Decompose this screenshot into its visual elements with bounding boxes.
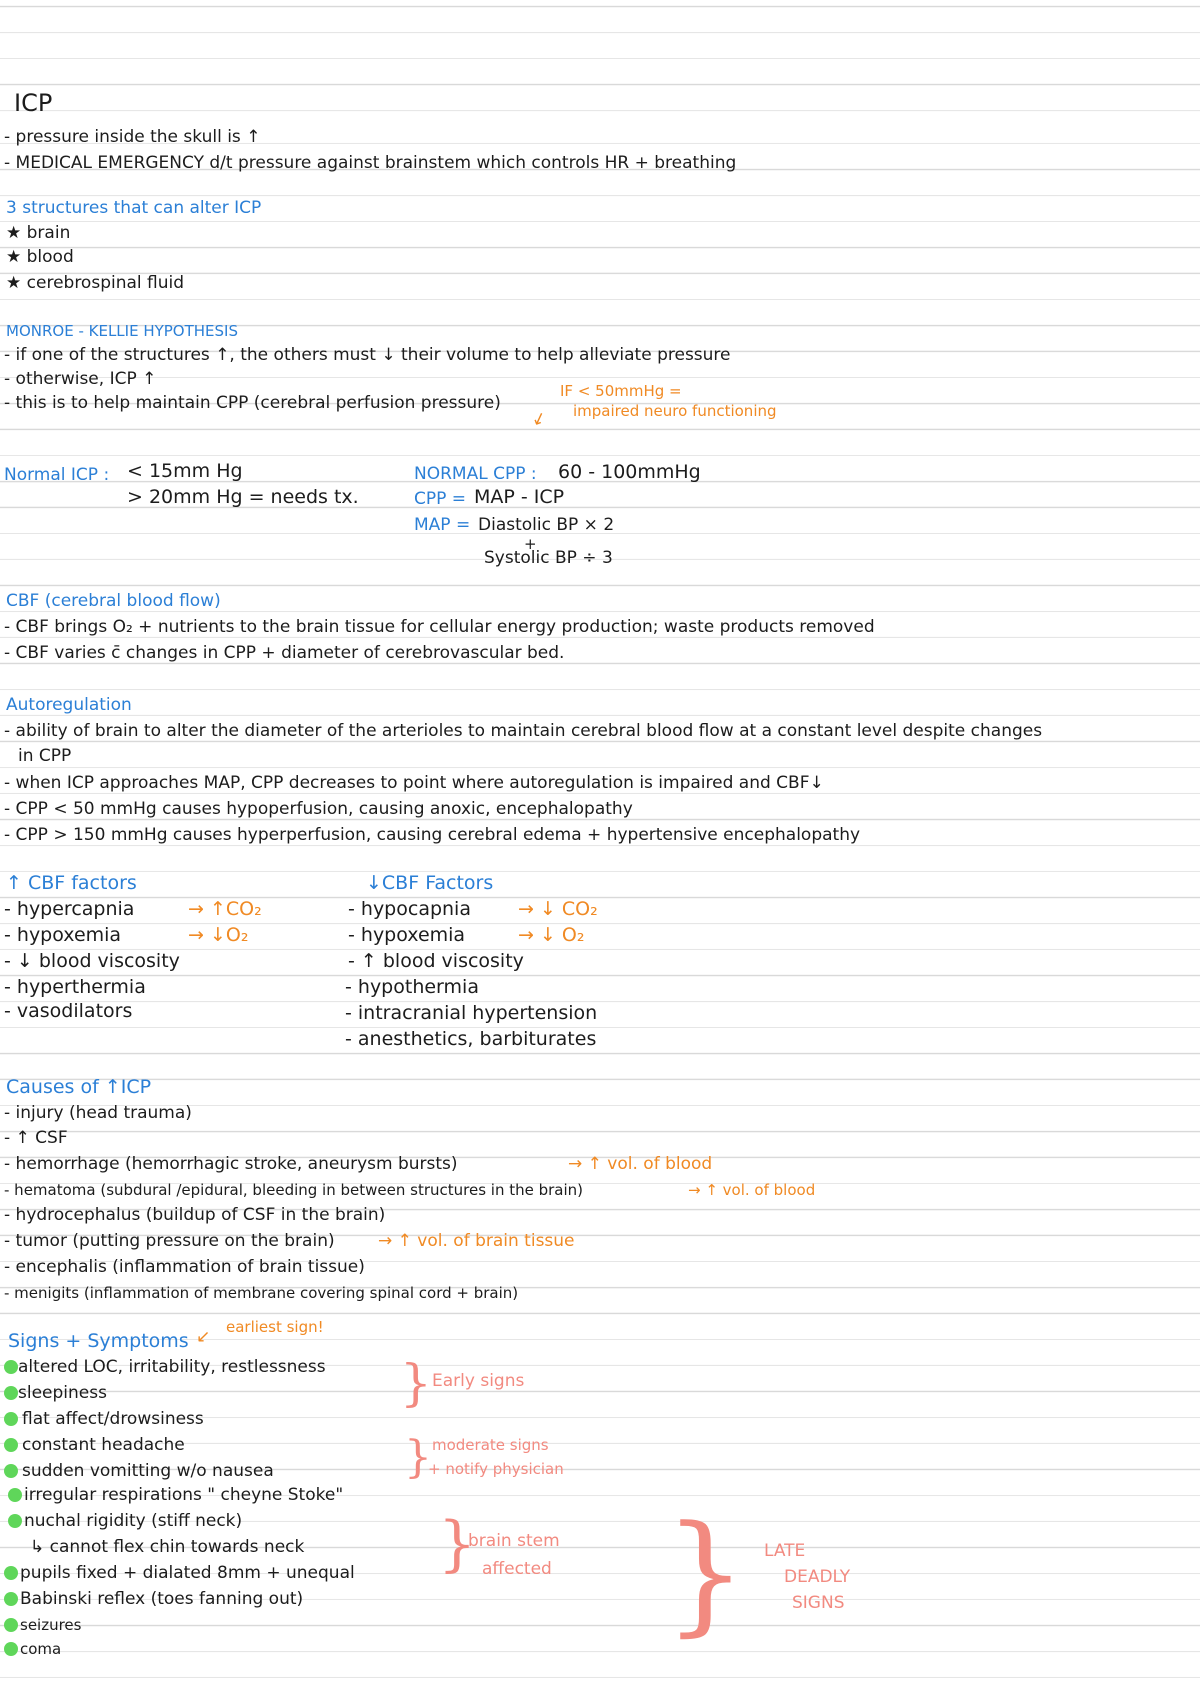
bullet-dot-icon [4, 1566, 18, 1580]
up-factor-5: - vasodilators [4, 1000, 133, 1022]
up-factor-4: - hyperthermia [4, 976, 146, 998]
cause-item-7: - encephalis (inflammation of brain tissue) [4, 1257, 365, 1277]
bullet-dot-icon [4, 1412, 18, 1426]
cpp-threshold-note: IF < 50mmHg = [560, 382, 682, 400]
bullet-dot-icon [8, 1488, 22, 1502]
structure-item-blood: ★ blood [6, 247, 74, 267]
map-formula-diastolic: Diastolic BP × 2 [478, 515, 615, 535]
cause-item-6: - tumor (putting pressure on the brain) [4, 1231, 335, 1251]
sign-item-11: coma [20, 1640, 62, 1658]
sign-item-8: pupils fixed + dialated 8mm + unequal [20, 1563, 355, 1583]
sign-item-1: altered LOC, irritability, restlessness [18, 1357, 326, 1377]
sign-item-10: seizures [20, 1616, 82, 1634]
autoregulation-line-3: - CPP < 50 mmHg causes hypoperfusion, causing anoxic, encephalopathy [4, 799, 633, 819]
monroe-heading: MONROE - KELLIE HYPOTHESIS [6, 322, 239, 340]
normal-icp-label: Normal ICP : [4, 465, 110, 485]
brain-stem-brace: } [438, 1509, 477, 1579]
sign-item-3: flat affect/drowsiness [22, 1409, 204, 1429]
down-factor-5: - intracranial hypertension [345, 1002, 598, 1024]
autoregulation-line-4: - CPP > 150 mmHg causes hyperperfusion, causing cerebral edema + hypertensive encephalopathy [4, 825, 861, 845]
bullet-dot-icon [4, 1438, 18, 1452]
sign-item-7-detail: ↳ cannot flex chin towards neck [30, 1537, 305, 1557]
sign-item-2: sleepiness [18, 1383, 107, 1403]
intro-line-1: - pressure inside the skull is ↑ [4, 127, 261, 147]
moderate-signs-label: moderate signs [432, 1436, 549, 1454]
down-note-co2: → ↓ CO₂ [518, 898, 598, 920]
early-signs-label: Early signs [432, 1371, 525, 1391]
cause-item-8: - menigits (inflammation of membrane covering spinal cord + brain) [4, 1284, 519, 1302]
down-factor-3: - ↑ blood viscosity [348, 950, 524, 972]
down-factor-4: - hypothermia [345, 976, 479, 998]
hematoma-note: → ↑ vol. of blood [688, 1181, 816, 1199]
cpp-label: CPP = [414, 489, 467, 509]
sign-item-4: constant headache [22, 1435, 185, 1455]
autoregulation-line-1b: in CPP [18, 746, 72, 766]
up-factor-1: - hypercapnia [4, 898, 135, 920]
structure-item-brain: ★ brain [6, 223, 71, 243]
affected-label: affected [482, 1559, 552, 1579]
cause-item-1: - injury (head trauma) [4, 1103, 192, 1123]
moderate-signs-brace: } [404, 1432, 432, 1483]
up-note-co2: → ↑CO₂ [188, 898, 262, 920]
down-note-o2: → ↓ O₂ [518, 924, 585, 946]
down-factor-6: - anesthetics, barbiturates [345, 1028, 597, 1050]
late-label: LATE [764, 1541, 806, 1561]
normal-icp-value: < 15mm Hg [127, 460, 243, 482]
cpp-formula: MAP - ICP [474, 486, 565, 508]
up-cbf-heading: ↑ CBF factors [6, 872, 137, 894]
autoregulation-heading: Autoregulation [6, 695, 132, 715]
tumor-note: → ↑ vol. of brain tissue [378, 1231, 575, 1251]
up-factor-3: - ↓ blood viscosity [4, 950, 180, 972]
cbf-heading: CBF (cerebral blood flow) [6, 591, 221, 611]
signs-label: SIGNS [792, 1593, 845, 1613]
autoregulation-line-2: - when ICP approaches MAP, CPP decreases to point where autoregulation is impaired and CBF↓ [4, 773, 824, 793]
bullet-dot-icon [4, 1592, 18, 1606]
sign-item-6: irregular respirations " cheyne Stoke" [24, 1485, 344, 1505]
structures-heading: 3 structures that can alter ICP [6, 198, 262, 218]
high-icp-value: > 20mm Hg = needs tx. [127, 486, 359, 508]
monroe-line-1: - if one of the structures ↑, the others must ↓ their volume to help alleviate pressure [4, 345, 731, 365]
sign-item-9: Babinski reflex (toes fanning out) [20, 1589, 304, 1609]
down-cbf-heading: ↓CBF Factors [366, 872, 494, 894]
normal-cpp-label: NORMAL CPP : [414, 464, 537, 484]
notify-physician-label: + notify physician [428, 1460, 564, 1478]
cause-item-3: - hemorrhage (hemorrhagic stroke, aneurysm bursts) [4, 1154, 458, 1174]
signs-heading: Signs + Symptoms [8, 1330, 189, 1352]
curved-arrow-icon: ↙ [529, 407, 550, 431]
down-factor-1: - hypocapnia [348, 898, 471, 920]
sign-item-5: sudden vomitting w/o nausea [22, 1461, 274, 1481]
sign-item-7: nuchal rigidity (stiff neck) [24, 1511, 243, 1531]
down-factor-2: - hypoxemia [348, 924, 466, 946]
bullet-dot-icon [4, 1386, 18, 1400]
bullet-dot-icon [4, 1618, 18, 1632]
map-label: MAP = [414, 515, 471, 535]
causes-heading: Causes of ↑ICP [6, 1076, 152, 1098]
bullet-dot-icon [4, 1642, 18, 1656]
monroe-line-3: - this is to help maintain CPP (cerebral perfusion pressure) [4, 393, 501, 413]
autoregulation-line-1: - ability of brain to alter the diameter of the arterioles to maintain cerebral blood flow at a constant level despite changes [4, 721, 1043, 741]
earliest-sign-note: earliest sign! [226, 1318, 324, 1336]
bullet-dot-icon [4, 1464, 18, 1478]
structure-item-csf: ★ cerebrospinal fluid [6, 273, 185, 293]
cbf-line-1: - CBF brings O₂ + nutrients to the brain tissue for cellular energy production; waste products removed [4, 617, 875, 637]
arrow-left-icon: ↙ [196, 1327, 211, 1347]
normal-cpp-value: 60 - 100mmHg [558, 461, 701, 483]
cbf-line-2: - CBF varies c̄ changes in CPP + diameter of cerebrovascular bed. [4, 643, 565, 663]
bullet-dot-icon [8, 1514, 22, 1528]
deadly-label: DEADLY [784, 1567, 851, 1587]
up-factor-2: - hypoxemia [4, 924, 122, 946]
late-signs-brace: } [664, 1497, 747, 1649]
map-formula-plus: + [524, 535, 537, 553]
cause-item-2: - ↑ CSF [4, 1128, 68, 1148]
intro-line-2: - MEDICAL EMERGENCY d/t pressure against brainstem which controls HR + breathing [4, 153, 737, 173]
page-title: ICP [14, 89, 53, 117]
brain-stem-label: brain stem [468, 1531, 560, 1551]
cause-item-5: - hydrocephalus (buildup of CSF in the brain) [4, 1205, 386, 1225]
cause-item-4: - hematoma (subdural /epidural, bleeding in between structures in the brain) [4, 1181, 584, 1199]
map-formula-systolic: Systolic BP ÷ 3 [484, 548, 613, 568]
hemorrhage-note: → ↑ vol. of blood [568, 1154, 713, 1174]
monroe-line-2: - otherwise, ICP ↑ [4, 369, 157, 389]
cpp-impairment-note: impaired neuro functioning [573, 402, 777, 420]
up-note-o2: → ↓O₂ [188, 924, 249, 946]
early-signs-brace: } [400, 1354, 432, 1412]
bullet-dot-icon [4, 1360, 18, 1374]
